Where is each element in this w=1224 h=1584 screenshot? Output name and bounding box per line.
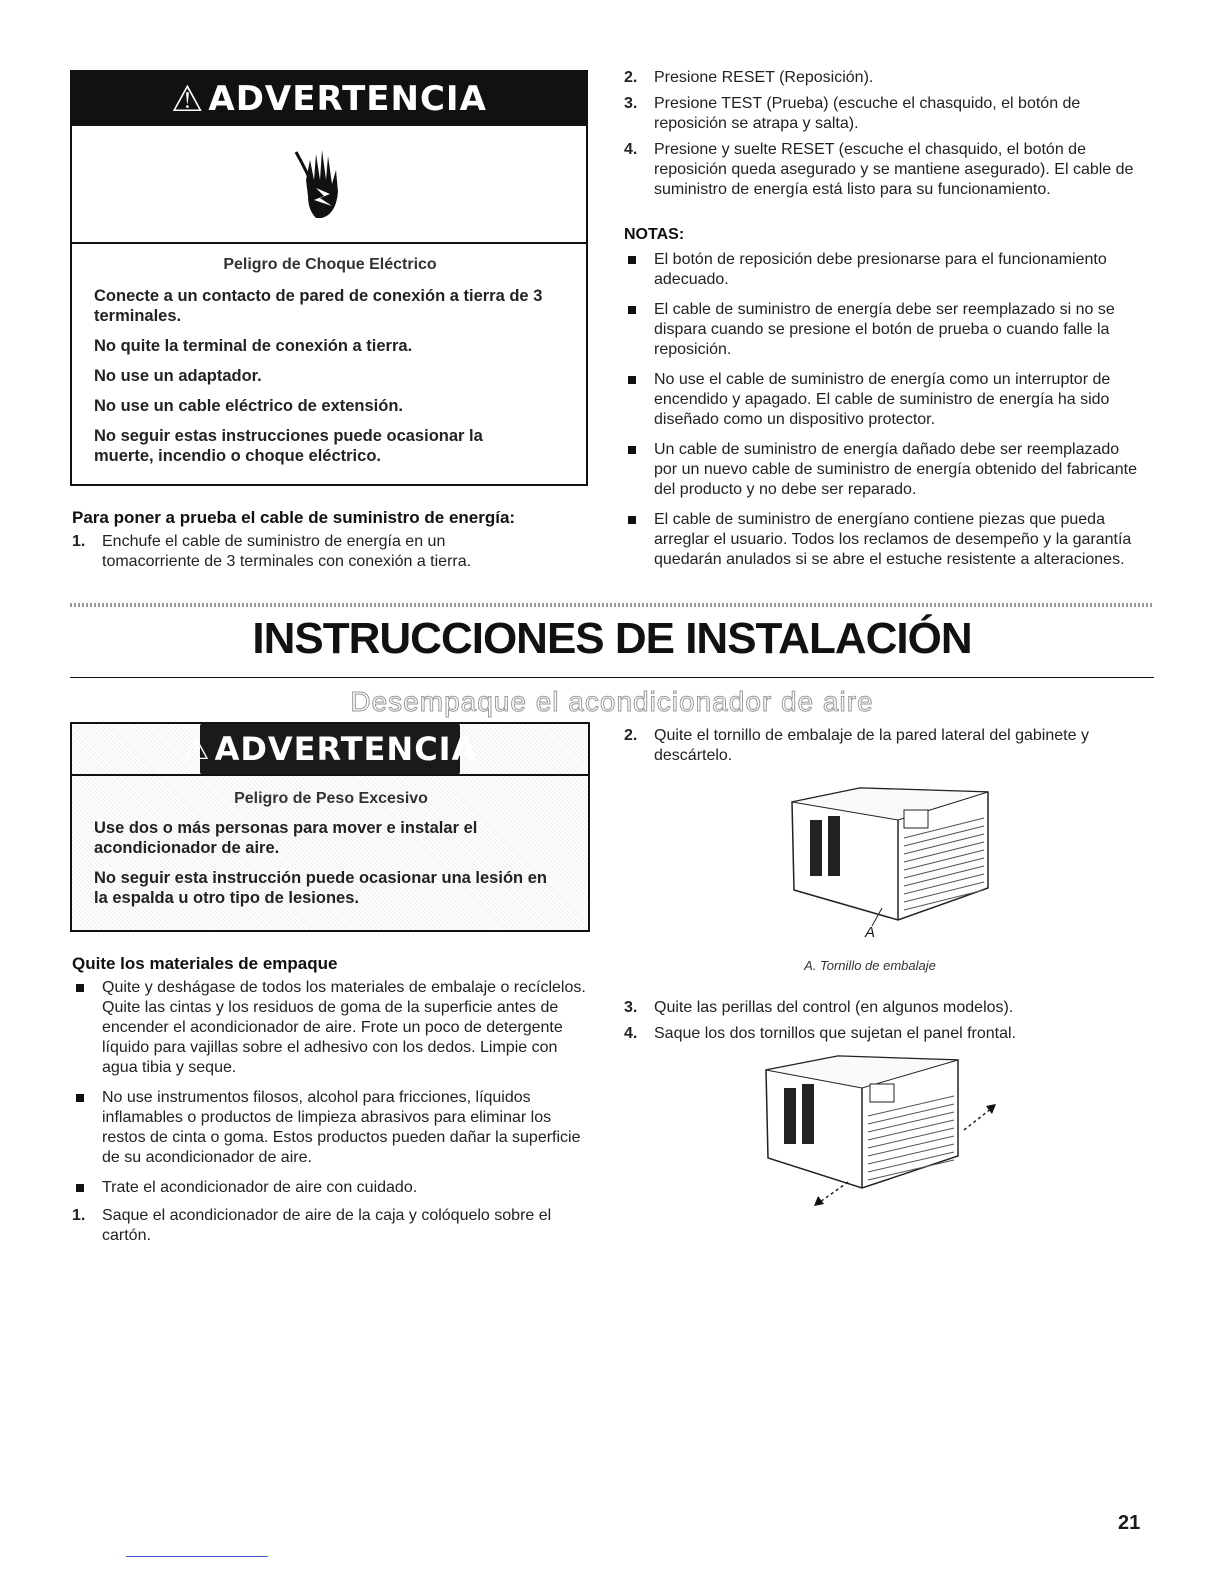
list-item: 2. Quite el tornillo de embalaje de la pared lateral del gabinete y descártelo. <box>624 727 1089 764</box>
list-item: No use instrumentos filosos, alcohol para fricciones, líquidos inflamables o productos de limpieza abrasivos para eliminar los restos de cinta o goma. Estos productos pueden dañar la superficie de su acondicionador de aire. <box>72 1088 588 1168</box>
list-item: Un cable de suministro de energía dañado debe ser reemplazado por un nuevo cable de suministro de energía obtenido del fabricante del producto y no debe ser reparado. <box>624 440 1144 500</box>
warning-box-weight <box>70 722 590 932</box>
list-item: 1. Saque el acondicionador de aire de la caja y colóquelo sobre el cartón. <box>72 1207 552 1244</box>
warning-line: No use un cable eléctrico de extensión. <box>94 397 404 415</box>
list-item: 2. Presione RESET (Reposición). <box>624 69 874 86</box>
page-title: INSTRUCCIONES DE INSTALACIÓN <box>252 614 972 663</box>
warning-triangle-icon: ⚠ <box>182 731 211 767</box>
list-item: Quite y deshágase de todos los materiales de embalaje o recíclelos. Quite las cintas y los residuos de goma de la superficie antes de encender el acondicionador de aire. Frote un poco de detergente líquido para vajillas sobre el adhesivo con los dedos. Limpie con agua tibia y seque. <box>72 978 588 1078</box>
title-rule <box>70 677 1154 678</box>
hazard-title: Peligro de Peso Excesivo <box>234 790 428 807</box>
warning-triangle-icon: ⚠ <box>171 78 205 120</box>
list-item: El botón de reposición debe presionarse para el funcionamiento adecuado. <box>624 250 1144 290</box>
air-conditioner-illustration-screw <box>780 780 1000 950</box>
list-item: 3. Quite las perillas del control (en algunos modelos). <box>624 999 1014 1016</box>
figure-label: A <box>865 924 876 941</box>
page-number: 21 <box>1118 1512 1141 1534</box>
dotted-divider <box>70 603 1154 607</box>
list-item: 1. Enchufe el cable de suministro de energía en un tomacorriente de 3 terminales con conexión a tierra. <box>72 533 472 570</box>
warning-line: Conecte a un contacto de pared de conexión a tierra de 3 terminales. <box>94 287 543 325</box>
warning-line: No seguir estas instrucciones puede ocasionar la muerte, incendio o choque eléctrico. <box>94 427 483 465</box>
warning-line: Use dos o más personas para mover e instalar el acondicionador de aire. <box>94 819 478 857</box>
footer-rule <box>126 1556 268 1557</box>
notes-list <box>624 250 1144 580</box>
warning-line: No seguir esta instrucción puede ocasionar una lesión en la espalda u otro tipo de lesiones. <box>94 869 547 907</box>
test-steps-right <box>624 68 1144 206</box>
warning-header: ⚠ ADVERTENCIA <box>72 72 586 126</box>
warning-line: No quite la terminal de conexión a tierra. <box>94 337 413 355</box>
list-item: El cable de suministro de energía debe ser reemplazado si no se dispara cuando se presione el botón de prueba o cuando falle la reposición. <box>624 300 1144 360</box>
hazard-title: Peligro de Choque Eléctrico <box>223 256 437 273</box>
list-item: Trate el acondicionador de aire con cuidado. <box>72 1178 588 1198</box>
list-item: No use el cable de suministro de energía como un interruptor de encendido y apagado. El cable de suministro de energía ha sido diseñado como un dispositivo protector. <box>624 370 1144 430</box>
notes-label: NOTAS: <box>624 226 685 243</box>
list-item: 4. Saque los dos tornillos que sujetan el panel frontal. <box>624 1025 1017 1042</box>
packing-steps-right-top <box>624 726 1144 772</box>
packing-steps-right-bottom <box>624 998 1144 1050</box>
test-steps-left <box>72 532 532 578</box>
electric-shock-icon <box>72 126 586 244</box>
packing-bullets <box>72 978 588 1208</box>
packing-steps-left <box>72 1206 588 1252</box>
warning-line: No use un adaptador. <box>94 367 262 385</box>
warning-box-electric <box>70 70 588 486</box>
packing-heading: Quite los materiales de empaque <box>72 954 338 973</box>
list-item: 4. Presione y suelte RESET (escuche el chasquido, el botón de reposición queda asegurado y se mantiene asegurado). El cable de suministro de energía está listo para su funcionamiento. <box>624 141 1134 198</box>
list-item: El cable de suministro de energíano contiene piezas que pueda arreglar el usuario. Todos los reclamos de desempeño y la garantía quedarán anulados si se abre el estuche resistente a alteraciones. <box>624 510 1144 570</box>
test-heading: Para poner a prueba el cable de suministro de energía: <box>72 508 516 527</box>
figure-caption: A. Tornillo de embalaje <box>804 958 936 973</box>
list-item: 3. Presione TEST (Prueba) (escuche el chasquido, el botón de reposición se atrapa y salta). <box>624 95 1081 132</box>
warning-header: ⚠ ADVERTENCIA <box>200 724 460 774</box>
air-conditioner-illustration-front-screws <box>758 1050 1008 1210</box>
section-title: Desempaque el acondicionador de aire <box>350 686 874 717</box>
